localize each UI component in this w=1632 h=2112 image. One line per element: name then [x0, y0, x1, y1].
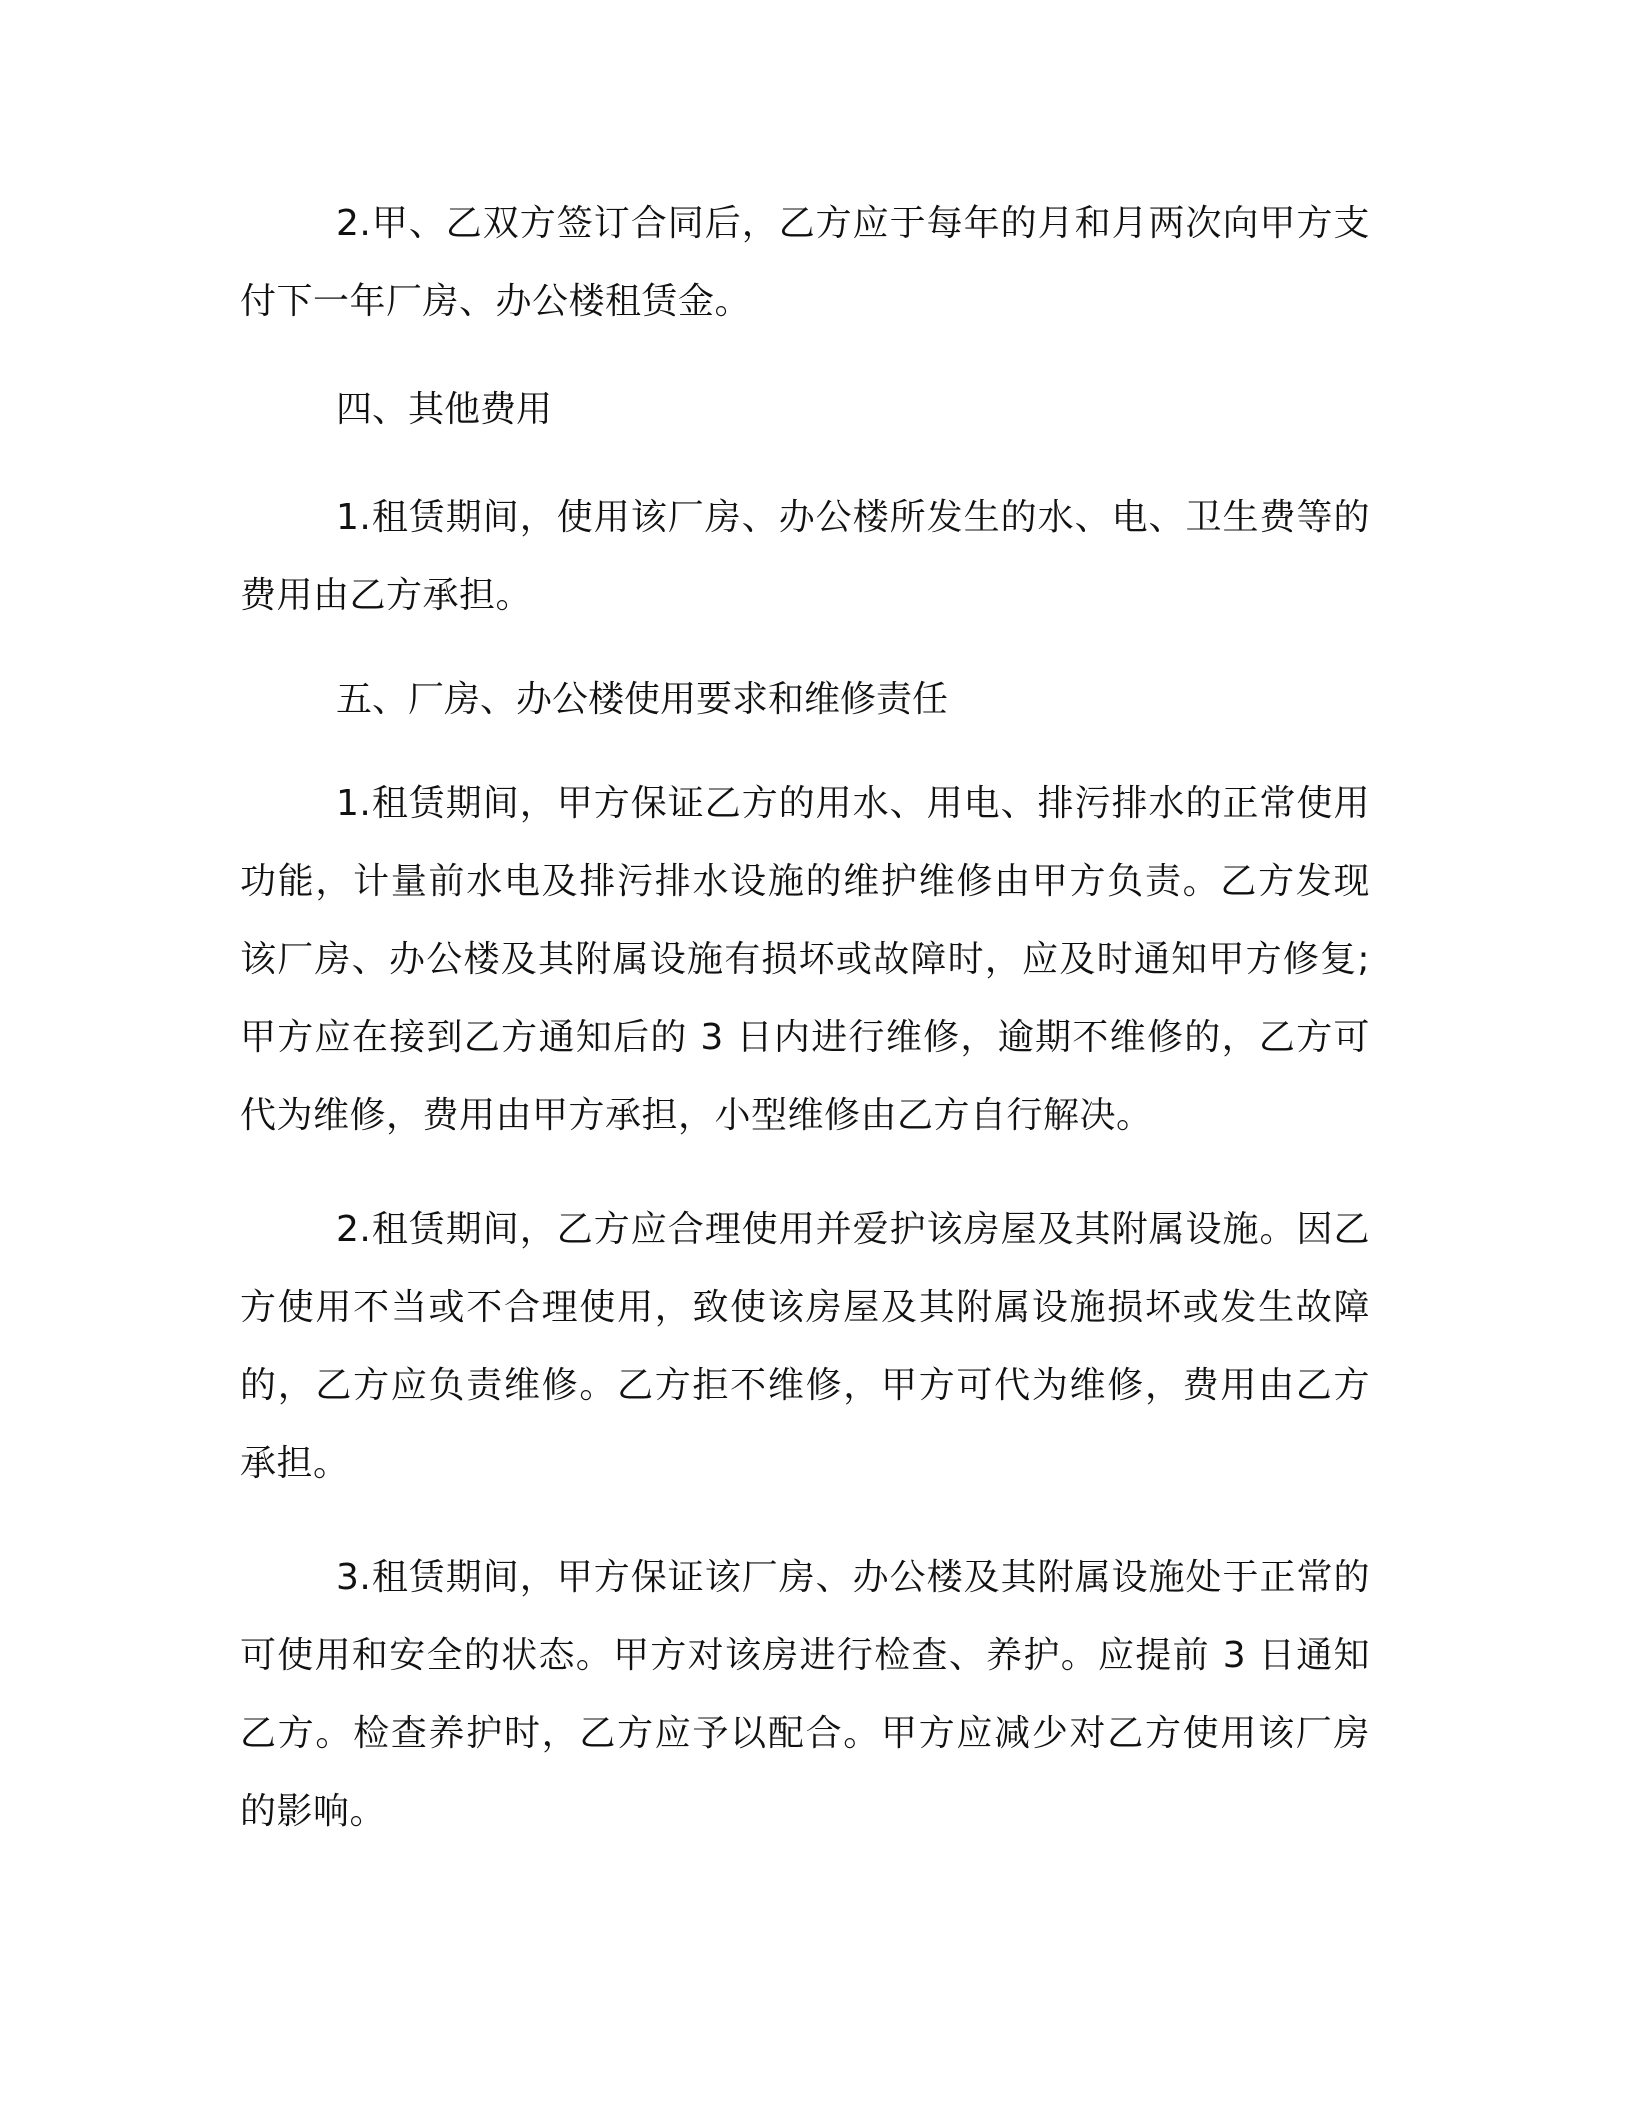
section-heading-other-fees: 四、其他费用 — [336, 389, 553, 430]
paragraph-maintenance-3: 3.租赁期间，甲方保证该厂房、办公楼及其附属设施处于正常的可使用和安全的状态。甲方对该房进行检查、养护。应提前 3 日通知乙方。检查养护时，乙方应予以配合。甲方应减少对乙方使用该厂房的影响。 — [240, 1557, 1370, 1832]
paragraph-rent-payment: 2.甲、乙双方签订合同后，乙方应于每年的月和月两次向甲方支付下一年厂房、办公楼租赁金。 — [240, 203, 1370, 322]
paragraph-utility-fees: 1.租赁期间，使用该厂房、办公楼所发生的水、电、卫生费等的费用由乙方承担。 — [240, 497, 1370, 616]
paragraph-maintenance-2: 2.租赁期间，乙方应合理使用并爱护该房屋及其附属设施。因乙方使用不当或不合理使用，致使该房屋及其附属设施损坏或发生故障的，乙方应负责维修。乙方拒不维修，甲方可代为维修，费用由乙方承担。 — [240, 1209, 1370, 1484]
document-page — [240, 185, 1370, 1851]
section-heading-usage-maintenance: 五、厂房、办公楼使用要求和维修责任 — [336, 679, 949, 720]
paragraph-maintenance-1: 1.租赁期间，甲方保证乙方的用水、用电、排污排水的正常使用功能，计量前水电及排污排水设施的维护维修由甲方负责。乙方发现该厂房、办公楼及其附属设施有损坏或故障时，应及时通知甲方修复;甲方应在接到乙方通知后的 3 日内进行维修，逾期不维修的，乙方可代为维修，费用由甲方承担，小型维修由乙方自行解决。 — [240, 783, 1370, 1136]
